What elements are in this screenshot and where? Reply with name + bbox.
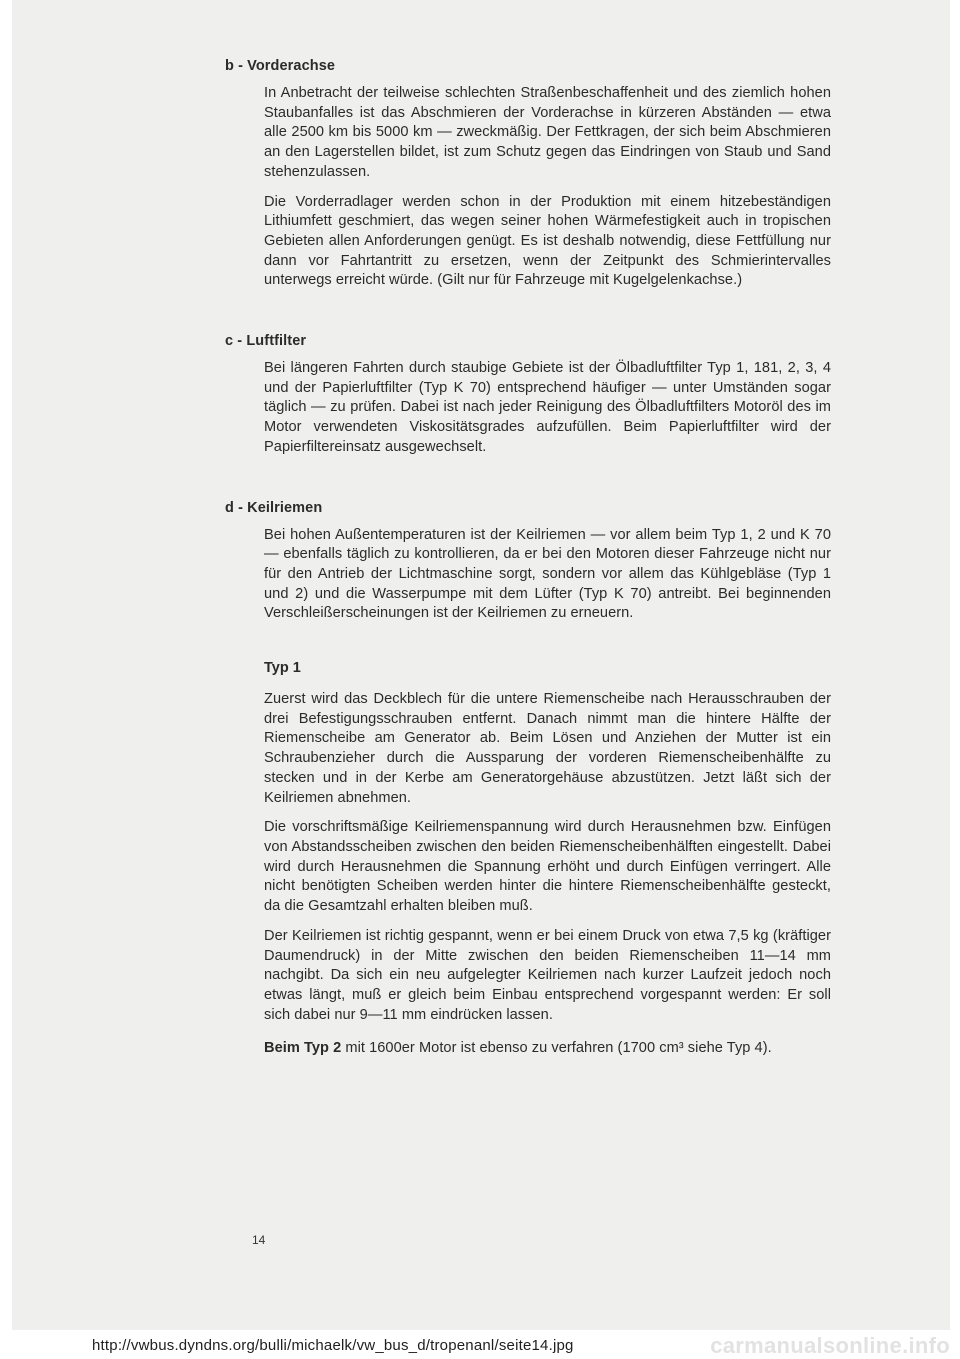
page-content xyxy=(225,58,831,1069)
paragraph-vorderachse-1: In Anbetracht der teilweise schlechten Straßenbeschaffenheit und des ziemlich hohen Staubanfalles ist das Abschmieren der Vorderachse in kürzeren Abständen — etwa alle 2500 km bis 5000 km — zweckmäßig. Der Fettkragen, der sich beim Abschmieren an den Lagerstellen bildet, ist zum Schutz gegen das Eindringen von Staub und Sand stehenzulassen. xyxy=(264,85,831,180)
site-watermark: carmanualsonline.info xyxy=(710,1333,950,1358)
scanned-page xyxy=(12,0,950,1330)
section-heading-keilriemen: d - Keilriemen xyxy=(225,499,323,516)
paragraph-vorderachse-2: Die Vorderradlager werden schon in der Produktion mit einem hitzebeständigen Lithiumfett geschmiert, das wegen seiner hohen Wärmefestigkeit auch in tropischen Gebieten allen Anforderungen genügt. Es ist deshalb notwendig, diese Fettfüllung nur dann vor Fahrtantritt zu ersetzen, wenn der Zeitpunkt des Schmierintervalles unterwegs erreicht würde. (Gilt nur für Fahrzeuge mit Kugelgelenkachse.) xyxy=(264,193,831,289)
paragraph-typ2 xyxy=(264,1039,831,1059)
paragraph-typ1-1: Zuerst wird das Deckblech für die untere Riemenscheibe nach Herausschrauben der drei Befestigungsschrauben entfernt. Danach nimmt man die hintere Hälfte der Riemenscheibe am Generator ab. Beim Lösen und Anziehen der Mutter ist ein Schraubenzieher durch die Aussparung der vorderen Riemenscheibenhälfte zu stecken und in der Kerbe am Generatorgehäuse abzustützen. Jetzt läßt sich der Keilriemen abnehmen. xyxy=(264,691,831,806)
subheading-typ-1: Typ 1 xyxy=(264,660,301,677)
page-number: 14 xyxy=(252,1233,266,1247)
paragraph-typ1-2: Die vorschriftsmäßige Keilriemenspannung wird durch Herausnehmen bzw. Einfügen von Abstandsscheiben zwischen den beiden Riemenscheibenhälften eingestellt. Dabei wird durch Herausnehmen die Spannung erhöht und durch Einfügen verringert. Alle nicht benötigten Scheiben werden hinter die hintere Riemenscheibenhälfte gesteckt, da die Gesamtzahl erhalten bleiben muß. xyxy=(264,819,831,915)
source-url: http://vwbus.dyndns.org/bulli/michaelk/vw_bus_d/tropenanl/seite14.jpg xyxy=(92,1337,574,1354)
typ2-text: mit 1600er Motor ist ebenso zu verfahren (1700 cm³ siehe Typ 4). xyxy=(341,1040,772,1057)
paragraph-luftfilter-1: Bei längeren Fahrten durch staubige Gebiete ist der Ölbadluftfilter Typ 1, 181, 2, 3, 4 und der Papierluftfilter (Typ K 70) entsprechend häufiger — unter Umständen sogar täglich — zu prüfen. Dabei ist nach jeder Reinigung des Ölbadluftfilters Motoröl des im Motor verwendeten Viskositätsgrades aufzufüllen. Beim Papierluftfilter wird der Papierfiltereinsatz ausgewechselt. xyxy=(264,360,831,455)
paragraph-keilriemen-1: Bei hohen Außentemperaturen ist der Keilriemen — vor allem beim Typ 1, 2 und K 70 — ebenfalls täglich zu kontrollieren, da er bei den Motoren dieser Fahrzeuge nicht nur für den Antrieb der Lichtmaschine sorgt, sondern vor allem das Kühlgebläse (Typ 1 und 2) und die Wasserpumpe mit dem Lüfter (Typ K 70) antreibt. Bei beginnenden Verschleißerscheinungen ist der Keilriemen zu erneuern. xyxy=(264,526,831,622)
section-heading-luftfilter: c - Luftfilter xyxy=(225,333,307,350)
paragraph-typ1-3: Der Keilriemen ist richtig gespannt, wenn er bei einem Druck von etwa 7,5 kg (kräftiger Daumendruck) in der Mitte zwischen den beiden Riemenscheiben 11—14 mm nachgibt. Da sich ein neu aufgelegter Keilriemen nach kurzer Laufzeit jedoch noch etwas längt, muß er gleich beim Einbau entsprechend vorgespannt werden: Er soll sich dabei nur 9—11 mm eindrücken lassen. xyxy=(264,927,831,1023)
section-heading-vorderachse: b - Vorderachse xyxy=(225,58,336,74)
typ2-bold-label: Beim Typ 2 xyxy=(264,1040,342,1057)
